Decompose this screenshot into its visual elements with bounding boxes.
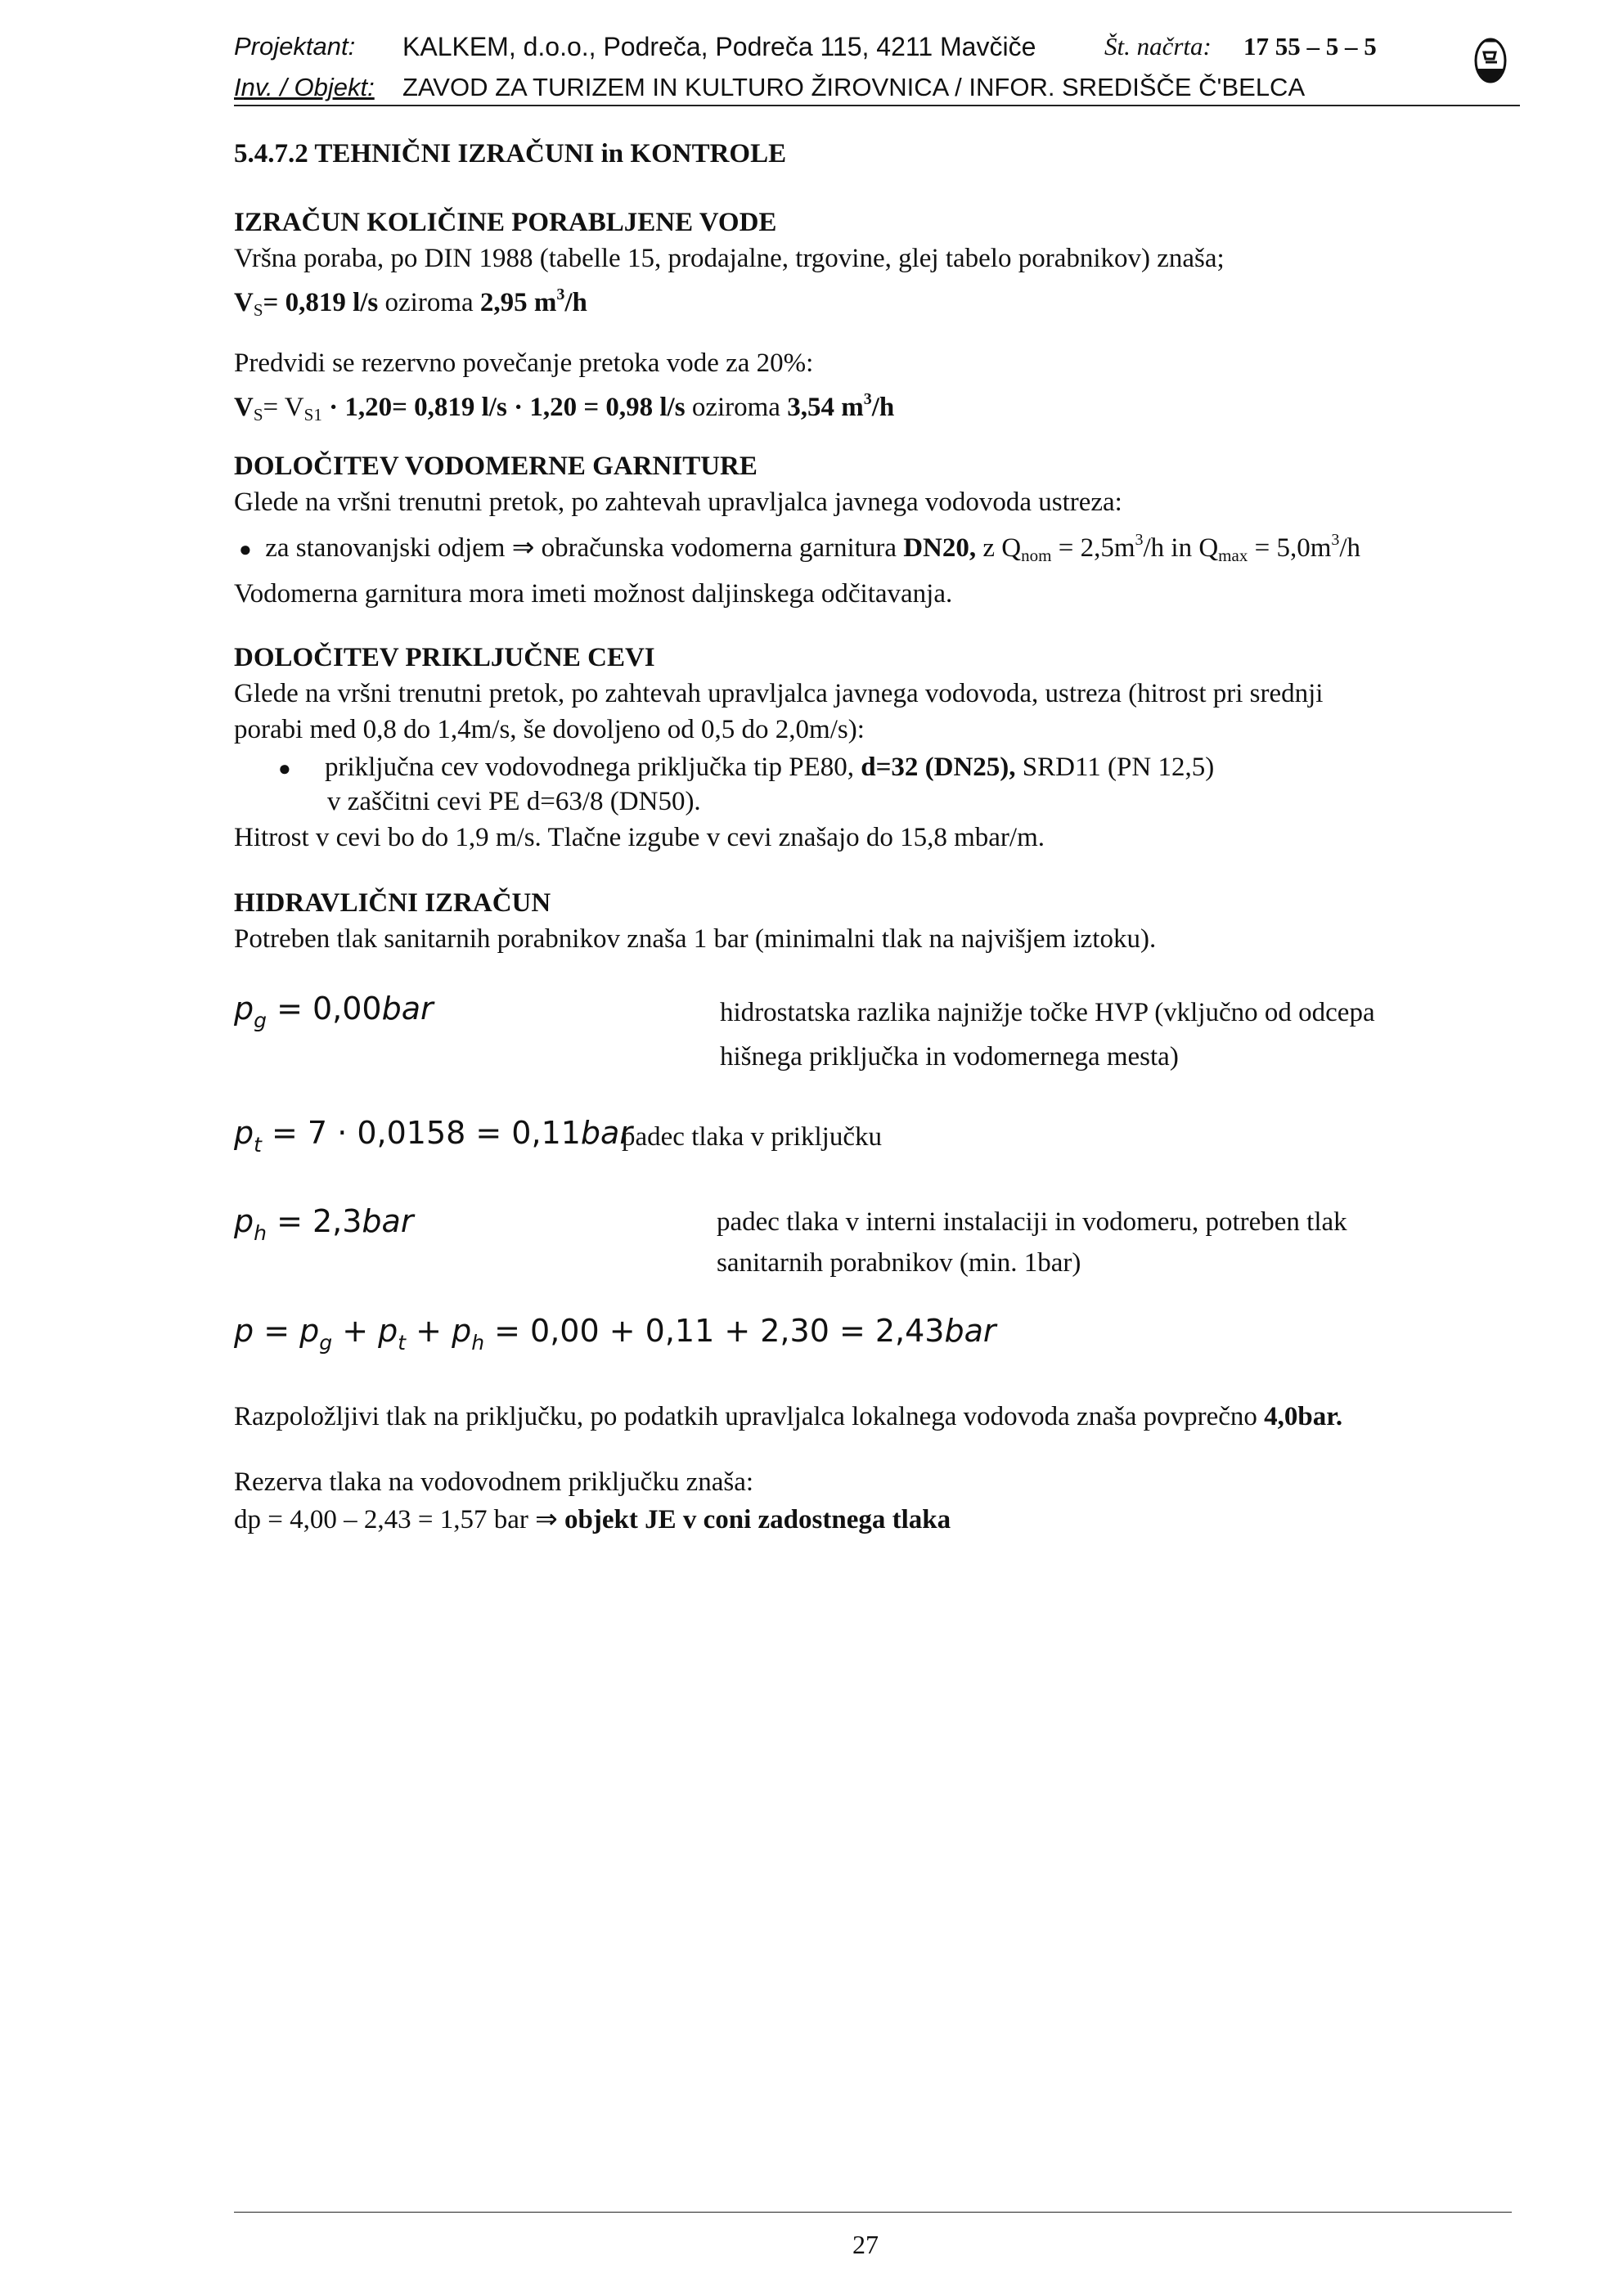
heading-water-consumption: IZRAČUN KOLIČINE PORABLJENE VODE <box>234 208 777 237</box>
remote-reading-text: Vodomerna garnitura mora imeti možnost daljinskega odčitavanja. <box>234 579 953 609</box>
reserve-increase-text: Predvidi se rezervno povečanje pretoka vode za 20%: <box>234 348 814 378</box>
peak-flow-value: $V_S= 0,819$ l/s oziroma 2,95 $m^3/h$ <box>234 285 587 320</box>
footer-rule <box>234 2212 1512 2213</box>
pressure-reserve-result: dp = 4,00 – 2,43 = 1,57 bar ⇒ objekt JE v coni zadostnega tlaka <box>234 1505 951 1534</box>
ph-description-2: sanitarnih porabnikov (min. 1bar) <box>717 1248 1081 1278</box>
formula-pg: $p_g = 0,00bar$ <box>234 991 434 1032</box>
formula-ph: $p_h = 2,3bar$ <box>234 1203 414 1245</box>
projektant-value: KALKEM, d.o.o., Podreča, Podreča 115, 4211 Mavčiče <box>402 32 1036 61</box>
reserve-flow-calc: $V_S= V_{S1} \cdot 1,20= 0,819$ l/s · 1,20 = 0,98 l/s oziroma 3,54 $m^3/h$ <box>234 390 895 425</box>
investor-value: ZAVOD ZA TURIZEM IN KULTURO ŽIROVNICA / INFOR. SREDIŠČE Č'BELCA <box>402 73 1306 101</box>
company-logo-icon <box>1472 34 1508 100</box>
peak-consumption-text: Vršna poraba, po DIN 1988 (tabelle 15, prodajalne, trgovine, glej tabelo porabnikov) znaša; <box>234 244 1225 273</box>
pipe-velocity-text: Hitrost v cevi bo do 1,9 m/s. Tlačne izgube v cevi znašajo do 15,8 mbar/m. <box>234 823 1045 852</box>
water-meter-bullet: ● za stanovanjski odjem ⇒ obračunska vodomerna garnitura DN20, z $Q_{nom} = 2,5m^3/h$ in $Q_{max} = 5,0m^3/h$ <box>239 531 1361 565</box>
required-pressure-text: Potreben tlak sanitarnih porabnikov znaša 1 bar (minimalni tlak na najvišjem iztoku). <box>234 924 1157 954</box>
page-number: 27 <box>852 2230 879 2259</box>
heading-hydraulic-calc: HIDRAVLIČNI IZRAČUN <box>234 888 551 918</box>
connection-pipe-text-2: porabi med 0,8 do 1,4m/s, še dovoljeno od 0,5 do 2,0m/s): <box>234 715 865 744</box>
ph-description-1: padec tlaka v interni instalaciji in vodomeru, potreben tlak <box>717 1207 1347 1237</box>
header-rule <box>234 105 1520 106</box>
heading-connection-pipe: DOLOČITEV PRIKLJUČNE CEVI <box>234 643 655 672</box>
available-pressure-text: Razpoložljivi tlak na priključku, po podatkih upravljalca lokalnega vodovoda znaša povprečno 4,0bar. <box>234 1402 1343 1431</box>
water-meter-intro: Glede na vršni trenutni pretok, po zahtevah upravljalca javnega vodovoda ustreza: <box>234 488 1122 517</box>
formula-pt: $p_t = 7 \cdot 0,0158 = 0,11bar$ <box>234 1115 632 1157</box>
drawing-number-value: 17 55 – 5 – 5 <box>1243 32 1377 61</box>
pg-description-2: hišnega priključka in vodomernega mesta) <box>720 1042 1179 1072</box>
pg-description-1: hidrostatska razlika najnižje točke HVP (vključno od odcepa <box>720 998 1375 1027</box>
connection-pipe-text-1: Glede na vršni trenutni pretok, po zahtevah upravljalca javnega vodovoda, ustreza (hitrost pri srednji <box>234 679 1324 708</box>
drawing-number-label: Št. načrta: <box>1104 32 1212 61</box>
pt-description: padec tlaka v priključku <box>622 1122 882 1152</box>
heading-water-meter: DOLOČITEV VODOMERNE GARNITURE <box>234 452 758 481</box>
protective-pipe-text: v zaščitni cevi PE d=63/8 (DN50). <box>327 787 701 816</box>
section-title: 5.4.7.2 TEHNIČNI IZRAČUNI in KONTROLE <box>234 139 787 168</box>
investor-label: Inv. / Objekt: <box>234 73 375 101</box>
pressure-reserve-text: Rezerva tlaka na vodovodnem priključku znaša: <box>234 1467 754 1497</box>
pipe-spec-bullet: ● priključna cev vodovodnega priključka tip PE80, d=32 (DN25), SRD11 (PN 12,5) <box>278 753 1215 782</box>
formula-total-pressure: $p = p_g + p_t + p_h = 0,00 + 0,11 + 2,30 = 2,43bar$ <box>234 1313 996 1355</box>
projektant-label: Projektant: <box>234 32 356 61</box>
